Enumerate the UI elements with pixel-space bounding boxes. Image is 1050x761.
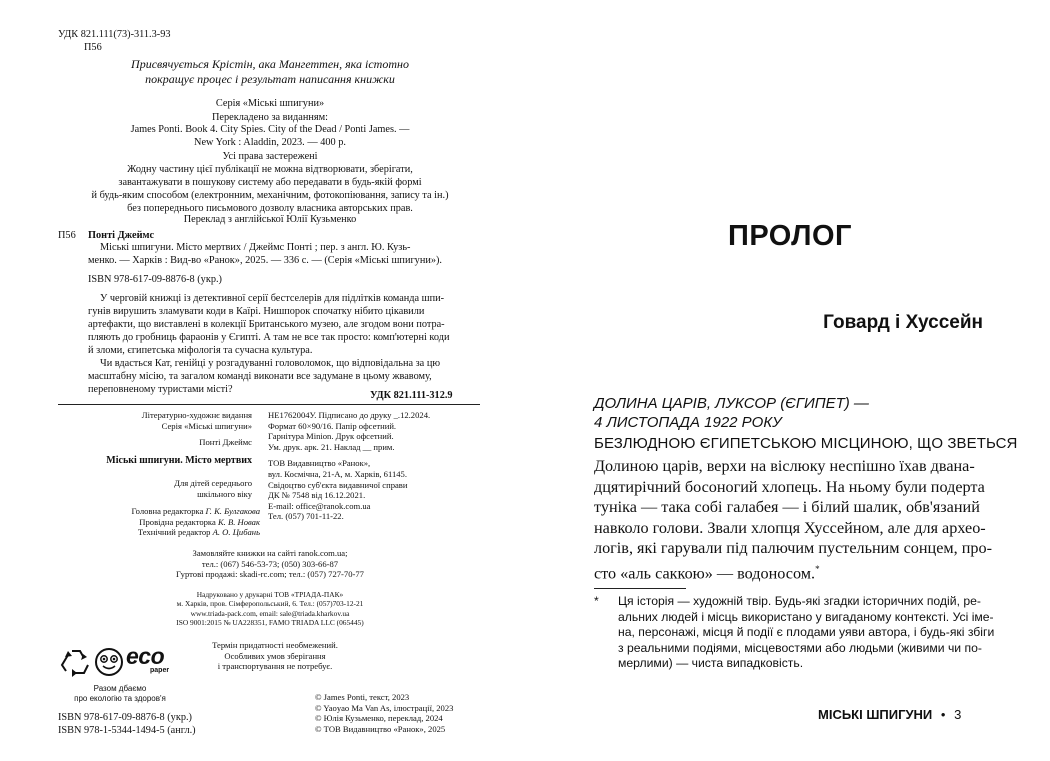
imprint-right — [268, 410, 483, 522]
order-info-line: тел.: (067) 546-53-73; (050) 303-66-87 — [201, 558, 339, 569]
printer-info-line: ISO 9001:2015 № UA228351, FAMO TRIADA LLC (065445) — [176, 618, 364, 628]
right-page — [525, 0, 1050, 761]
isbn-line: ISBN 978-617-09-8876-8 (укр.) — [58, 712, 192, 723]
annotation-line: гунів вирушить зламувати коди в Каїрі. Нишпорок спочатку нібито цікавили — [88, 306, 425, 317]
body-line: дцятирічний босоногий хлопець. На ньому були подерта — [594, 477, 985, 496]
footnote — [594, 594, 994, 672]
imprint-right-line: E-mail: office@ranok.com.ua — [268, 500, 371, 511]
footnote-line: на, персонажі, місця й події є плодами уяви автора, і будь-які збіги — [618, 625, 995, 640]
author-code: П56 — [84, 42, 102, 53]
storage-info — [210, 640, 340, 672]
imprint-right-line: Свідоцтво суб'єкта видавничої справи — [268, 479, 408, 490]
annotation-line: й зломи, єгипетська міфологія та сучасна культура. — [88, 345, 313, 356]
imprint-author: Понті Джеймс — [199, 437, 252, 448]
eco-caption — [52, 684, 188, 704]
imprint-audience-line: шкільного віку — [197, 488, 252, 499]
editor-role: Провідна редакторка — [139, 516, 216, 527]
dedication-line: Присвячується Крістін, ака Мангеттен, яка істотно — [131, 57, 409, 71]
lead-caps: БЕЗЛЮДНОЮ ЄГИПЕТСЬКОЮ МІСЦИНОЮ, ЩО ЗВЕТЬСЯ — [594, 435, 1018, 452]
annotation — [88, 292, 480, 396]
copyright-line: © ТОВ Видавництво «Ранок», 2025 — [315, 723, 446, 734]
copyright-notice-line: без попереднього письмового дозволу власника авторських прав. — [127, 203, 413, 214]
imprint-right-line: НЕ1762004У. Підписано до друку _.12.2024. — [268, 410, 431, 420]
copyright-line: © Юлія Кузьменко, переклад, 2024 — [315, 713, 443, 724]
translator-line: Переклад з англійської Юлії Кузьменко — [183, 214, 357, 225]
copyright-line: © Yaoyao Ma Van As, ілюстрації, 2023 — [315, 702, 454, 713]
series-line: Серія «Міські шпигуни» — [215, 98, 325, 109]
footnote-mark: * — [594, 594, 599, 608]
isbn-line: ISBN 978-1-5344-1494-5 (англ.) — [58, 725, 196, 736]
footnote-divider — [594, 588, 686, 589]
annotation-line: масштабну місію, та загалом команді виконати все задумане в цьому жвавому, — [88, 371, 432, 382]
annotation-line: Чи вдасться Кат, генійці у розгадуванні головоломок, що відповідальна за цю — [100, 358, 441, 369]
imprint-title: Міські шпигуни. Місто мертвих — [106, 454, 252, 466]
running-footer-title: МІСЬКІ ШПИГУНИ — [818, 707, 933, 722]
imprint-genre: Літературно-художнє видання — [141, 410, 252, 420]
imprint-right-line: вул. Космічна, 21-А, м. Харків, 61145. — [268, 468, 407, 479]
catalog-isbn: ISBN 978-617-09-8876-8 (укр.) — [88, 274, 222, 285]
order-info-line: Гуртові продажі: skadi-rc.com; тел.: (057) 727-70-77 — [176, 569, 364, 580]
eco-logo-text: eco — [126, 643, 165, 669]
page-number: 3 — [954, 707, 962, 722]
isbn-list — [58, 711, 196, 737]
body-line: логів, які гарували під палючим пустельним сонцем, про- — [594, 539, 992, 558]
footnote-line — [594, 594, 994, 610]
catalog-author: Понті Джеймс — [88, 230, 155, 241]
udk-code: УДК 821.111(73)-311.3-93 — [58, 29, 171, 40]
annotation-line: У черговій книжці із детективної серії бестселерів для підлітків команда шпи- — [100, 293, 445, 304]
body-line: туніка — така собі галабея — і білий шалик, обв'язаний — [594, 498, 980, 517]
rights-reserved: Усі права застережені — [222, 151, 318, 162]
chapter-subtitle: Говард і Хуссейн — [823, 312, 983, 333]
footnote-text: Ця історія — художній твір. Будь-які згадки історичних подій, ре- — [618, 594, 981, 608]
chapter-title: ПРОЛОГ — [728, 220, 852, 252]
eco-logo-group — [58, 643, 182, 681]
copyrights — [315, 692, 453, 734]
annotation-line: артефакти, що виставлені в колекції Британського музею, але згодом вони потра- — [88, 319, 445, 330]
editor-name: А. О. Цибань — [212, 527, 260, 538]
body-line: Долиною царів, верхи на віслюку неспішно їхав двана- — [594, 457, 975, 475]
storage-info-line: Термін придатності необмежений. — [212, 640, 338, 650]
copyright-notice-line: завантажувати в пошукову систему або передавати в будь-якій формі — [118, 177, 422, 188]
printer-info — [60, 590, 480, 628]
location-line — [594, 394, 869, 432]
location-line-part: ДОЛИНА ЦАРІВ, ЛУКСОР (ЄГИПЕТ) — — [594, 395, 869, 412]
running-footer — [818, 706, 961, 724]
original-edition — [60, 123, 480, 149]
eco-caption-line: Разом дбаємо — [93, 684, 147, 693]
printer-info-line: м. Харків, пров. Сімферопольський, 6. Тел.: (057)703-12-21 — [176, 599, 364, 609]
footer-bullet: • — [940, 707, 946, 722]
original-edition-line: James Ponti. Book 4. City Spies. City of the Dead / Ponti James. — — [130, 124, 410, 135]
original-edition-line: New York : Aladdin, 2023. — 400 p. — [194, 137, 346, 148]
catalog-description-line: Міські шпигуни. Місто мертвих / Джеймс Понті ; пер. з англ. Ю. Кузь- — [100, 242, 411, 253]
order-info — [60, 548, 480, 580]
printer-info-line: www.triada-pack.com, email: sale@triada.kharkov.ua — [190, 608, 350, 618]
annotation-line: пляють до гробниць фараонів у Єгипті. А там не все так просто: комп'ютерні коди — [88, 332, 450, 343]
copyright-line: © James Ponti, текст, 2023 — [315, 692, 410, 702]
editor-row — [60, 517, 260, 528]
catalog-code: П56 — [58, 230, 76, 241]
imprint-right-line: Тел. (057) 701-11-22. — [268, 511, 344, 522]
footnote-line: альних людей і місць використано у вигаданому контексті. Усі іме- — [618, 609, 994, 624]
imprint-right-line: ТОВ Видавництво «Ранок», — [268, 458, 371, 469]
location-line-part: 4 ЛИСТОПАДА 1922 РОКУ — [594, 414, 782, 431]
editor-name: Г. К. Булгакова — [205, 506, 260, 516]
eco-caption-line: про екологію та здоров'я — [74, 694, 166, 703]
storage-info-line: Особливих умов зберігання — [224, 650, 326, 661]
body-line — [594, 559, 984, 584]
dedication-line: покращує процес і результат написання книжки — [145, 72, 395, 86]
imprint-editors — [60, 506, 260, 538]
footnote-ref: * — [815, 563, 820, 574]
eco-logo-subtext: paper — [150, 667, 170, 674]
body-line: навколо голови. Звали хлопця Хуссейном, але для архео- — [594, 518, 986, 537]
order-info-line: Замовляйте книжки на сайті ranok.com.ua; — [192, 548, 348, 558]
catalog-description-line: менко. — Харків : Вид-во «Ранок», 2025. — 336 с. — (Серія «Міські шпигуни»). — [88, 255, 442, 266]
imprint-left — [60, 410, 252, 500]
imprint-right-line: Формат 60×90/16. Папір офсетний. — [268, 420, 397, 431]
reprint-heading: Перекладено за виданням: — [211, 112, 328, 123]
catalog-description — [88, 241, 480, 267]
imprint-right-line: Гарнітура Minion. Друк офсетний. — [268, 431, 394, 442]
imprint-series: Серія «Міські шпигуни» — [161, 420, 252, 431]
imprint-audience-line: Для дітей середнього — [174, 478, 252, 489]
editor-name: К. В. Новак — [217, 516, 260, 527]
divider — [58, 404, 480, 405]
printer-info-line: Надруковано у друкарні ТОВ «ТРІАДА-ПАК» — [196, 590, 344, 599]
editor-row — [60, 527, 260, 538]
udk-bottom: УДК 821.111-312.9 — [370, 390, 453, 401]
body-text — [594, 456, 992, 584]
footnote-line: мерлими) — чиста випадковість. — [618, 656, 804, 671]
footnote-line: з реальними подіями, місцевостями або людьми (живими чи по- — [618, 640, 982, 655]
storage-info-line: і транспортування не потребує. — [217, 661, 333, 672]
copyright-notice — [50, 163, 490, 215]
editor-row — [60, 506, 260, 517]
imprint-right-line: Ум. друк. арк. 21. Наклад __ прим. — [268, 441, 395, 452]
editor-role: Головна редакторка — [131, 506, 204, 516]
body-last-line: сто «аль саккою» — водоносом. — [594, 564, 816, 583]
annotation-line: переповненому туристами місті? — [88, 384, 233, 395]
copyright-notice-line: Жодну частину цієї публікації не можна відтворювати, зберігати, — [127, 164, 413, 175]
imprint-right-line: ДК № 7548 від 16.12.2021. — [268, 490, 366, 501]
copyright-notice-line: й будь-яким способом (електронним, механічним, фотокопіювання, запису та ін.) — [91, 190, 449, 201]
dedication — [60, 57, 480, 87]
editor-role: Технічний редактор — [137, 527, 211, 538]
